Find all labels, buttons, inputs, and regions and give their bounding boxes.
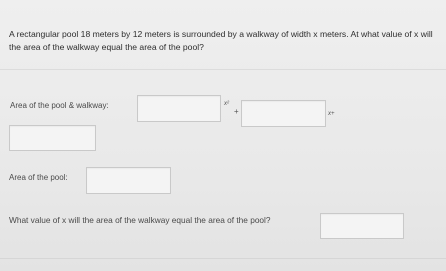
divider — [0, 69, 446, 70]
plus-sign: + — [234, 107, 239, 116]
area-pool-label: Area of the pool: — [9, 173, 68, 182]
area-pool-input[interactable] — [86, 167, 171, 194]
constant-c-input[interactable] — [9, 125, 96, 151]
answer-input[interactable] — [320, 213, 404, 239]
bottom-divider — [0, 258, 446, 259]
x-squared-term: x² — [224, 101, 229, 107]
problem-statement: A rectangular pool 18 meters by 12 meters is surrounded by a walkway of width x meters. At what value of x will the area of the walkway equal the area of the pool? — [9, 29, 433, 52]
coefficient-b-input[interactable] — [241, 100, 326, 127]
x-term: x+ — [328, 111, 335, 117]
coefficient-a-input[interactable] — [137, 95, 221, 122]
answer-label: What value of x will the area of the walkway equal the area of the pool? — [9, 215, 271, 225]
area-total-label: Area of the pool & walkway: — [10, 101, 109, 110]
